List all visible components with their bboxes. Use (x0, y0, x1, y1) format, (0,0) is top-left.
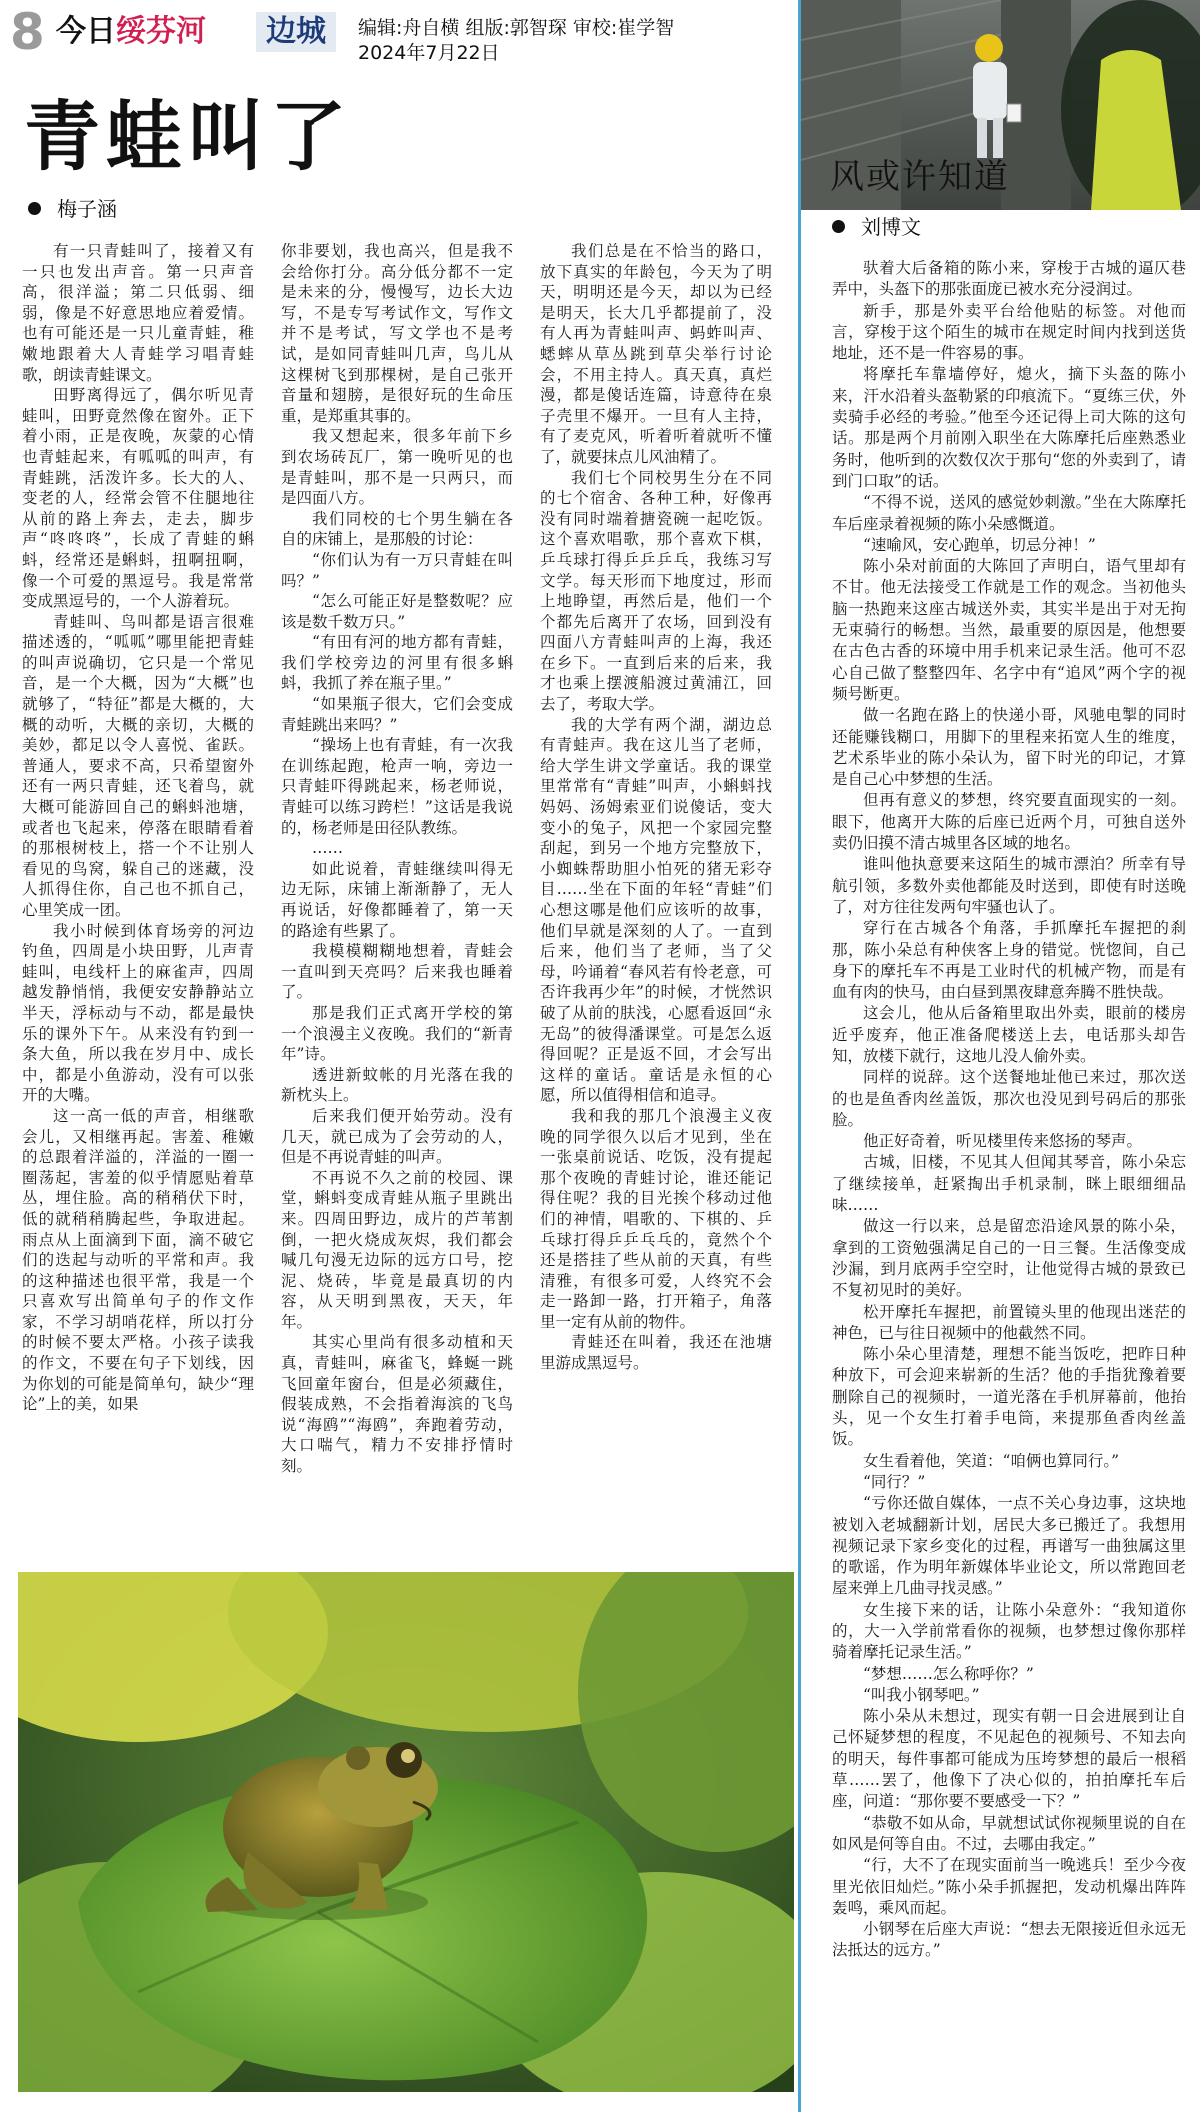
article-author (28, 197, 117, 221)
paragraph: 他正好奇着，听见楼里传来悠扬的琴声。 (863, 1132, 1143, 1151)
article-column-2 (281, 241, 513, 1556)
paragraph: 我们七个同校男生分在不同的七个宿舍、各种工种，好像再没有同时端着搪瓷碗一起吃饭。这个喜欢唱歌，那个喜欢下棋，乒乓球打得乒乒乒乓，我练习写文学。每天形而下地度过，形而上地睁望，再然后是，他们一个个都先后离开了农场，回到没有四面八方青蛙叫声的上海，我还在乡下。一直到后来的后来，我才也乘上摆渡船渡过黄浦江，回去了，考取大学。 (540, 468, 772, 714)
paragraph: 小钢琴在后座大声说：“想去无限接近但永远无法抵达的远方。” (832, 1920, 1186, 1960)
paragraph: 我和我的那几个浪漫主义夜晚的同学很久以后才见到，坐在一张桌前说话、吃饭，没有提起那个夜晚的青蛙讨论，谁还能记得住呢？我的目光挨个移动过他们的神情，唱歌的、下棋的、乒乓球打得乒乒乓乓的，竟然个个还是搭挂了些从前的天真，有些清雅，有很多可爱，人终究不会走一路卸一路，打开箱子，角落里一定有从前的物件。 (540, 1106, 772, 1331)
paragraph: 不再说不久之前的校园、课堂，蝌蚪变成青蛙从瓶子里跳出来。四周田野边，成片的芦苇割倒，一把火烧成灰烬，我们都会喊几句漫无边际的远方口号，挖泥、烧砖，毕竟是最真切的内容，从天明到黑夜，天天，年年。 (281, 1168, 513, 1331)
paragraph: “怎么可能正好是整数呢？应该是数千数万只。” (281, 592, 513, 631)
paragraph: 有一只青蛙叫了，接着又有一只也发出声音。第一只声音高，很洋溢；第二只低弱、细弱，像是不好意思地应着爱情。也有可能还是一只儿童青蛙，稚嫩地跟着大人青蛙学习唱青蛙歌，朗读青蛙课文。 (22, 242, 254, 384)
paragraph: 陈小朵从未想过，现实有朝一日会进展到让自己怀疑梦想的程度，不见起色的视频号、不知去向的明天，每件事都可能成为压垮梦想的最后一根稻草……罢了，他像下了决心似的，拍拍摩托车后座，问道：“那你要不要感受一下？” (832, 1707, 1186, 1811)
paragraph: 将摩托车靠墙停好，熄火，摘下头盔的陈小来，汗水沿着头盔勒紧的印痕流下。“夏练三伏，外卖骑手必经的考验。”他至今还记得上司大陈的这句话。那是两个月前刚入职坐在大陈摩托后座熟悉业务时，他听到的次数仅次于那句“您的外卖到了，请到门口取”的话。 (832, 365, 1186, 490)
paragraph: 青蛙还在叫着，我还在池塘里游成黑逗号。 (540, 1333, 772, 1373)
paragraph: 我的大学有两个湖，湖边总有青蛙声。我在这儿当了老师，给大学生讲文学童话。我的课堂里常常有“青蛙”叫声，小蝌蚪找妈妈、汤姆索亚们说傻话，变大变小的兔子，风把一个家园完整刮起，到另一个地方完整放下，小蜘蛛帮助胆小怕死的猪无彩夺目……坐在下面的年轻“青蛙”们心想这哪是他们应该听的故事，他们早就是深刻的人了。一直到后来，他们当了老师，当了父母，吟诵着“春风若有怜老意，可否许我再少年”的时候，才恍然识破了从前的肤浅，心愿看返回“永无岛”的彼得潘课堂。可是怎么返得回呢？正是返不回，才会写出这样的童话。童话是永恒的心愿，所以值得相信和追寻。 (540, 715, 772, 1105)
paragraph: 古城，旧楼，不见其人但闻其琴音，陈小朵忘了继续接单，赶紧掏出手机录制，眯上眼细细品味…… (832, 1153, 1186, 1215)
page-number: 8 (10, 3, 45, 61)
paragraph: “速喻风，安心跑单，切忌分神！” (863, 535, 1096, 554)
paragraph: 我又想起来，很多年前下乡到农场砖瓦厂，第一晚听见的也是青蛙叫，那不是一只两只，而是四面八方。 (281, 427, 513, 508)
paragraph: “不得不说，送风的感觉妙刺激。”坐在大陈摩托车后座录着视频的陈小朵感慨道。 (832, 493, 1186, 533)
paragraph: 陈小朵心里清楚，理想不能当饭吃，把昨日种种放下，可会迎来崭新的生活？他的手指犹豫着要删除自己的视频时，一道光落在手机屏幕前，他抬头，见一个女生打着手电筒，来提那鱼香肉丝盖饭。 (832, 1345, 1186, 1449)
paragraph: 穿行在古城各个角落，手抓摩托车握把的刹那，陈小朵总有种侠客上身的错觉。恍惚间，自己身下的摩托车不再是工业时代的机械产物，而是有血有肉的快马，由白昼到黑夜肆意奔腾不胜快哉。 (832, 919, 1186, 1002)
paragraph: 但再有意义的梦想，终究要直面现实的一刻。眼下，他离开大陈的后座已近两个月，可独自送外卖仍旧摸不清古城里各区域的地名。 (832, 791, 1186, 853)
paragraph: 谁叫他执意要来这陌生的城市漂泊？所幸有导航引领，多数外卖他都能及时送到，即使有时送晚了，对方往往发两句牢骚也认了。 (832, 855, 1186, 916)
paragraph: 驮着大后备箱的陈小来，穿梭于古城的逼仄巷弄中，头盔下的那张面庞已被水充分浸润过。 (832, 259, 1186, 299)
paragraph: 那是我们正式离开学校的第一个浪漫主义夜晚。我们的“新青年”诗。 (281, 1003, 513, 1064)
article-title: 青蛙叫了 (24, 92, 352, 181)
paragraph: 这会儿，他从后备箱里取出外卖，眼前的楼房近乎废弃，他正准备爬楼送上去，电话那头却告知，放楼下就行，这地儿没人偷外卖。 (832, 1004, 1186, 1065)
author-name: 梅子涵 (57, 197, 117, 221)
page-header (0, 0, 790, 70)
editor-credits: 编辑:舟自横 组版:郭智琛 审校:崔学智 (358, 17, 675, 39)
paragraph: 我小时候到体育场旁的河边钓鱼，四周是小块田野，儿声青蛙叫，电线杆上的麻雀声，四周越发静悄悄，我便安安静静站立半天，浮标动与不动，都是最快乐的课外下午。从来没有钓到一条大鱼，所以我在岁月中、成长中，都是小鱼游动，没有可以张开的大嘴。 (22, 921, 254, 1105)
paper-name (56, 14, 206, 50)
paragraph: 我们总是在不恰当的路口，放下真实的年龄包，今天为了明天，明明还是今天，却以为已经是明天，长大几乎都提前了，没有人再为青蛙叫声、蚂蚱叫声、蟋蟀从草丛跳到草尖举行讨论会，不用主持人。真天真，真烂漫，都是傻话连篇，诗意待在泉子壳里不爆开。一旦有人主持，有了麦克风，听着听着就听不懂了，就要抹点儿风油精了。 (540, 242, 772, 466)
column-divider (798, 0, 801, 2112)
paragraph: 我们同校的七个男生躺在各自的床铺上，是那般的讨论： (281, 509, 513, 549)
paragraph: “操场上也有青蛙，有一次我在训练起跑，枪声一响，旁边一只青蛙吓得跳起来，杨老师说，青蛙可以练习跨栏！”这话是我说的，杨老师是田径队教练。 (281, 736, 513, 837)
paragraph: 松开摩托车握把，前置镜头里的他现出迷茫的神色，已与往日视频中的他截然不同。 (832, 1302, 1186, 1342)
bullet-dot-icon (832, 220, 845, 233)
paragraph: 做一名跑在路上的快递小哥，风驰电掣的同时还能赚钱糊口，用脚下的里程来拓宽人生的维度，艺术系毕业的陈小朵认为，留下时光的印记，才算是自己心中梦想的生活。 (832, 706, 1186, 789)
bullet-dot-icon (28, 202, 41, 215)
paragraph: “同行？” (863, 1472, 926, 1491)
article-author-right (832, 215, 921, 239)
paragraph: 田野离得远了，偶尔听见青蛙叫，田野竟然像在窗外。正下着小雨，正是夜晚，灰蒙的心情也青蛙起来，有呱呱的叫声，有青蛙跳，活泼许多。长大的人、变老的人，经常会管不住腿地往从前的路上奔去，走去，脚步声“咚咚咚”，长成了青蛙的蝌蚪，经常还是蝌蚪，扭啊扭啊，像一个可爱的黑逗号。我是常常变成黑逗号的，一个人游着玩。 (22, 386, 254, 611)
paragraph: 新手，那是外卖平台给他贴的标签。对他而言，穿梭于这个陌生的城市在规定时间内找到送货地址，还不是一件容易的事。 (832, 301, 1186, 363)
frog-on-lily-pad-icon (18, 1572, 794, 2092)
paragraph: 陈小朵对前面的大陈回了声明白，语气里却有不甘。他无法接受工作就是工作的观念。当初他头脑一热跑来这座古城送外卖，其实半是出于对无拘无束骑行的畅想。当然，最重要的原因是，他想要在古色古香的环境中用手机来记录生活。他可不忍心自己做了整整四年、名字中有“追风”两个字的视频号断更。 (832, 557, 1186, 703)
paper-name-city: 绥芬河 (116, 14, 206, 49)
article-column-1 (22, 241, 254, 1556)
paragraph: 做这一行以来，总是留恋沿途风景的陈小朵，拿到的工资勉强满足自己的一日三餐。生活像变成沙漏，到月底两手空空时，让他觉得古城的景致已不复初见时的美好。 (832, 1217, 1186, 1300)
paragraph: 这一高一低的声音，相继歌会儿，又相继再起。害羞、稚嫩的总跟着洋溢的，洋溢的一圈一圈荡起，害羞的似乎情愿贴着草丛，埋住脸。高的稍稍伏下时，低的就稍稍腾起些，争取进起。雨点从上面滴到下面，滴不破它们的迭起与动听的平常和声。我的这种描述也很平常，我是一个只喜欢写出简单句子的作文作家，不学习胡哨花样，所以打分的时候不要太严格。小孩子读我的作文，不要在句子下划线，因为你划的可能是简单句，缺少“理论”上的美，如果 (22, 1106, 254, 1414)
paragraph: “有田有河的地方都有青蛙，我们学校旁边的河里有很多蝌蚪，我抓了养在瓶子里。” (281, 633, 513, 693)
paragraph: 我模模糊糊地想着，青蛙会一直叫到天亮吗？后来我也睡着了。 (281, 942, 513, 1002)
paragraph: “行，大不了在现实面前当一晚逃兵！至少今夜里光依旧灿烂。”陈小朵手抓握把，发动机爆出阵阵轰鸣，乘风而起。 (832, 1856, 1186, 1917)
frog-photo (18, 1572, 794, 2092)
paragraph: “亏你还做自媒体，一点不关心身边事，这块地被划入老城翻新计划，居民大多已搬迁了。我想用视频记录下家乡变化的过程，再谱写一曲独属这里的歌谣，作为明年新媒体毕业论文，所以常跑回老屋来弹上几曲寻找灵感。” (832, 1494, 1186, 1598)
paragraph: 其实心里尚有很多动植和天真，青蛙叫，麻雀飞，蜂蜒一跳飞回童年窗台，但是必须藏住，假装成熟，不会指着海滨的飞鸟说“海鸥”“海鸥”，奔跑着劳动，大口喘气，精力不安排抒情时刻。 (281, 1333, 513, 1476)
issue-date: 2024年7月22日 (358, 42, 500, 64)
paragraph: 你非要划，我也高兴，但是我不会给你打分。高分低分都不一定是未来的分，慢慢写，边长大边写，不是专写考试作文，写作文并不是考试，写文学也不是考试，是如同青蛙叫几声，鸟儿从这棵树飞到那棵树，是自己张开音量和翅膀，是很好玩的生命压重，是郑重其事的。 (281, 242, 513, 425)
paragraph: “叫我小钢琴吧。” (863, 1685, 980, 1704)
paragraph: 后来我们便开始劳动。没有几天，就已成为了会劳动的人，但是不再说青蛙的叫声。 (281, 1106, 513, 1167)
article-column-3 (540, 241, 772, 1556)
section-label: 边城 (256, 12, 336, 52)
paragraph: “恭敬不如从命，早就想试试你视频里说的自在如风是何等自由。不过，去哪由我定。” (832, 1813, 1186, 1853)
paragraph: 女生看着他，笑道：“咱俩也算同行。” (863, 1451, 1120, 1470)
article-column-right (832, 258, 1186, 2098)
article-title-right: 风或许知道 (830, 157, 1010, 197)
paragraph: …… (312, 839, 343, 858)
paragraph: “如果瓶子很大，它们会变成青蛙跳出来吗？” (281, 695, 513, 734)
paragraph: 如此说着，青蛙继续叫得无边无际，床铺上渐渐静了，无人再说话，好像都睡着了，第一天的路途有些累了。 (281, 859, 513, 940)
paper-name-prefix: 今日 (56, 14, 116, 49)
paragraph: 青蛙叫、鸟叫都是语言很难描述透的，“呱呱”哪里能把青蛙的叫声说确切，它只是一个常见音，是一个大概，因为“大概”也就够了，“特征”都是大概的，大概的动听，大概的亲切，大概的美妙，都足以令人喜悦、雀跃。普通人，要求不高，只希望窗外还有一两只青蛙，还飞着鸟，就大概可能游回自己的蝌蚪池塘，或者也飞起来，停落在眼睛看着的那根树枝上，搭一个不让别人看见的鸟窝，躲自己的迷藏，没人抓得住你，自己也不抓自己，心里笑成一团。 (22, 612, 254, 919)
paragraph: 女生接下来的话，让陈小朵意外：“我知道你的，大一入学前常看你的视频，也梦想过像你那样骑着摩托记录生活。” (832, 1600, 1186, 1662)
paragraph: “你们认为有一万只青蛙在叫吗？” (281, 550, 513, 590)
paragraph: “梦想……怎么称呼你？” (863, 1664, 1034, 1683)
author-name: 刘博文 (861, 215, 921, 239)
paragraph: 同样的说辞。这个送餐地址他已来过，那次送的也是鱼香肉丝盖饭，那次也没见到号码后的那张脸。 (832, 1068, 1186, 1129)
paragraph: 透进新蚊帐的月光落在我的新枕头上。 (281, 1065, 513, 1105)
